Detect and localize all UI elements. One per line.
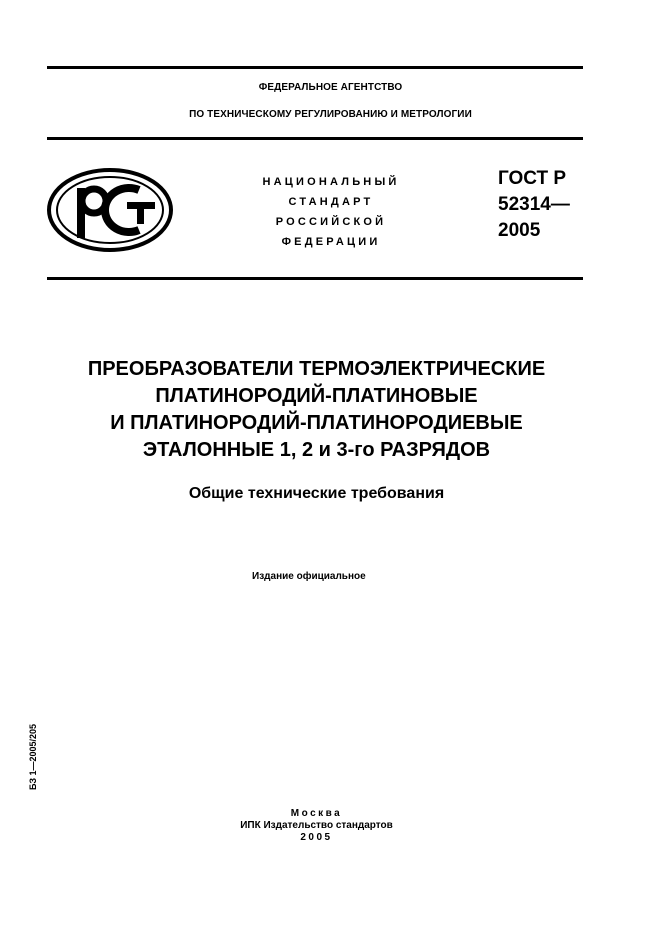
designation-line-2: 52314— [498,194,570,215]
national-line-1: НАЦИОНАЛЬНЫЙ [262,176,400,188]
header-rule [47,137,583,140]
edition-label: Издание официальное [252,571,366,582]
national-line-2: СТАНДАРТ [288,196,374,208]
title-line-2: ПЛАТИНОРОДИЙ-ПЛАТИНОВЫЕ [155,385,478,407]
middle-rule [47,277,583,280]
agency-line-2: ПО ТЕХНИЧЕСКОМУ РЕГУЛИРОВАНИЮ И МЕТРОЛОГИИ [189,109,472,120]
document-subtitle: Общие технические требования [188,485,445,502]
national-line-4: ФЕДЕРАЦИИ [281,236,381,248]
agency-line-1: ФЕДЕРАЛЬНОЕ АГЕНТСТВО [258,82,403,93]
title-line-1: ПРЕОБРАЗОВАТЕЛИ ТЕРМОЭЛЕКТРИЧЕСКИЕ [87,358,546,380]
national-line-3: РОССИЙСКОЙ [275,216,387,228]
side-note: БЗ 1—2005/205 [28,723,38,790]
top-rule [47,66,583,69]
designation-line-3: 2005 [498,220,541,241]
imprint-publisher: ИПК Издательство стандартов [240,820,393,831]
standard-designation [498,166,570,244]
title-line-3: И ПЛАТИНОРОДИЙ-ПЛАТИНОРОДИЕВЫЕ [110,412,523,434]
document-title [0,356,633,464]
imprint-city: Москва [290,808,343,819]
rst-certification-mark-icon [47,168,173,252]
imprint-year: 2005 [300,832,333,843]
title-line-4: ЭТАЛОННЫЕ 1, 2 и 3-го РАЗРЯДОВ [142,439,491,461]
national-standard-label [226,172,436,252]
designation-line-1: ГОСТ Р [498,168,567,189]
